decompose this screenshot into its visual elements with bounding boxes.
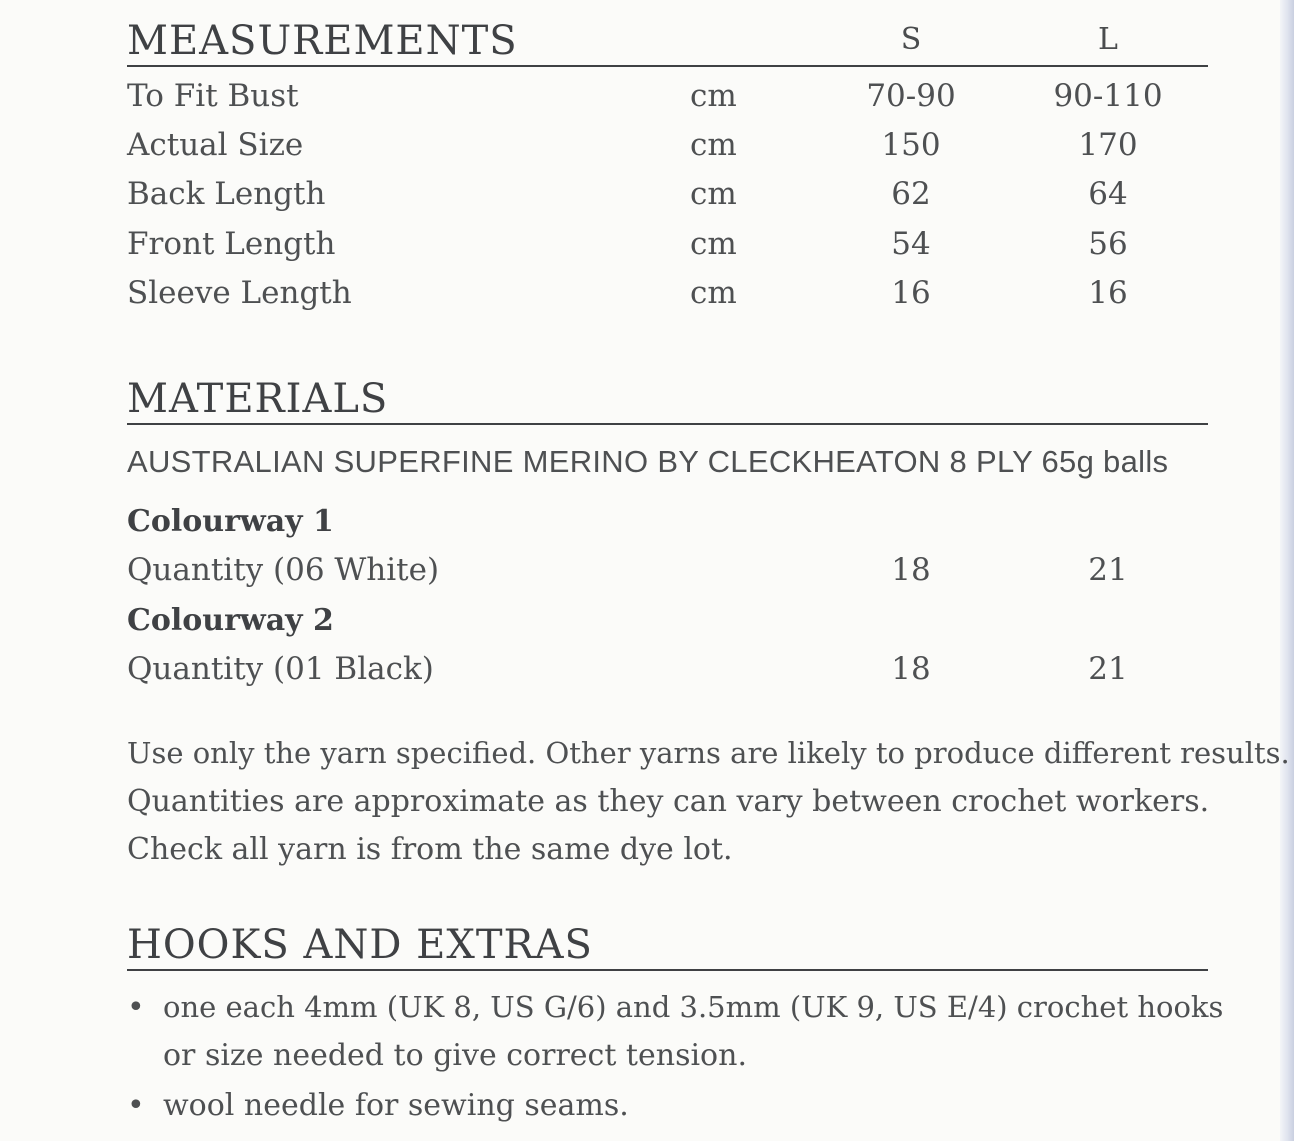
yarn-description: AUSTRALIAN SUPERFINE MERINO BY CLECKHEATON 8 PLY 65g balls [127, 444, 1169, 479]
measurement-row [127, 275, 1208, 324]
measurement-label: Back Length [127, 176, 326, 212]
size-header-s: S [900, 22, 922, 57]
hooks-item-line: one each 4mm (UK 8, US G/6) and 3.5mm (UK 9, US E/4) crochet hooks [163, 990, 1224, 1024]
measurement-value-l: 170 [1078, 127, 1138, 163]
bullet-icon: • [127, 1088, 145, 1123]
measurement-label: To Fit Bust [127, 78, 299, 114]
measurement-row [127, 226, 1208, 275]
materials-note: Use only the yarn specified. Other yarns are likely to produce different results. [127, 736, 1290, 770]
colourway-heading: Colourway 2 [127, 603, 334, 638]
size-header-l: L [1098, 22, 1118, 57]
hooks-item-line: or size needed to give correct tension. [163, 1038, 747, 1073]
measurement-unit: cm [690, 78, 737, 114]
measurement-row [127, 127, 1208, 176]
colourway-heading: Colourway 1 [127, 504, 334, 539]
hooks-section [127, 918, 1224, 1133]
materials-note: Quantities are approximate as they can vary between crochet workers. [127, 784, 1210, 819]
measurement-unit: cm [690, 127, 737, 163]
quantity-value-l: 21 [1088, 651, 1128, 687]
measurement-label: Actual Size [127, 127, 304, 163]
quantity-value-s: 18 [891, 651, 931, 687]
measurement-unit: cm [690, 275, 737, 311]
measurements-heading: MEASUREMENTS [127, 18, 518, 64]
measurements-section [127, 0, 1208, 330]
measurement-value-l: 64 [1088, 176, 1128, 212]
measurement-value-s: 62 [891, 176, 931, 212]
measurement-label: Sleeve Length [127, 275, 352, 311]
measurement-value-s: 54 [891, 226, 931, 262]
quantity-value-s: 18 [891, 552, 931, 588]
materials-note: Check all yarn is from the same dye lot. [127, 832, 733, 867]
measurement-unit: cm [690, 226, 737, 262]
materials-section [127, 372, 1290, 892]
hooks-rule [127, 969, 1208, 971]
materials-rule [127, 423, 1208, 425]
colourway-row [127, 552, 1208, 601]
measurement-value-l: 56 [1088, 226, 1128, 262]
measurements-rule [127, 65, 1208, 67]
measurement-label: Front Length [127, 226, 336, 262]
measurement-value-l: 16 [1088, 275, 1128, 311]
hooks-heading: HOOKS AND EXTRAS [127, 922, 593, 968]
measurement-value-s: 150 [881, 127, 941, 163]
scan-edge [1280, 0, 1294, 1141]
measurement-value-l: 90-110 [1053, 78, 1163, 114]
measurement-value-s: 16 [891, 275, 931, 311]
hooks-item-line: wool needle for sewing seams. [163, 1088, 629, 1123]
measurement-row [127, 176, 1208, 225]
measurement-unit: cm [690, 176, 737, 212]
quantity-value-l: 21 [1088, 552, 1128, 588]
materials-heading: MATERIALS [127, 376, 389, 422]
quantity-label: Quantity (06 White) [127, 552, 440, 588]
bullet-icon: • [127, 990, 145, 1025]
measurement-row [127, 78, 1208, 127]
measurement-value-s: 70-90 [866, 78, 956, 114]
quantity-label: Quantity (01 Black) [127, 651, 434, 687]
colourway-row [127, 651, 1208, 700]
